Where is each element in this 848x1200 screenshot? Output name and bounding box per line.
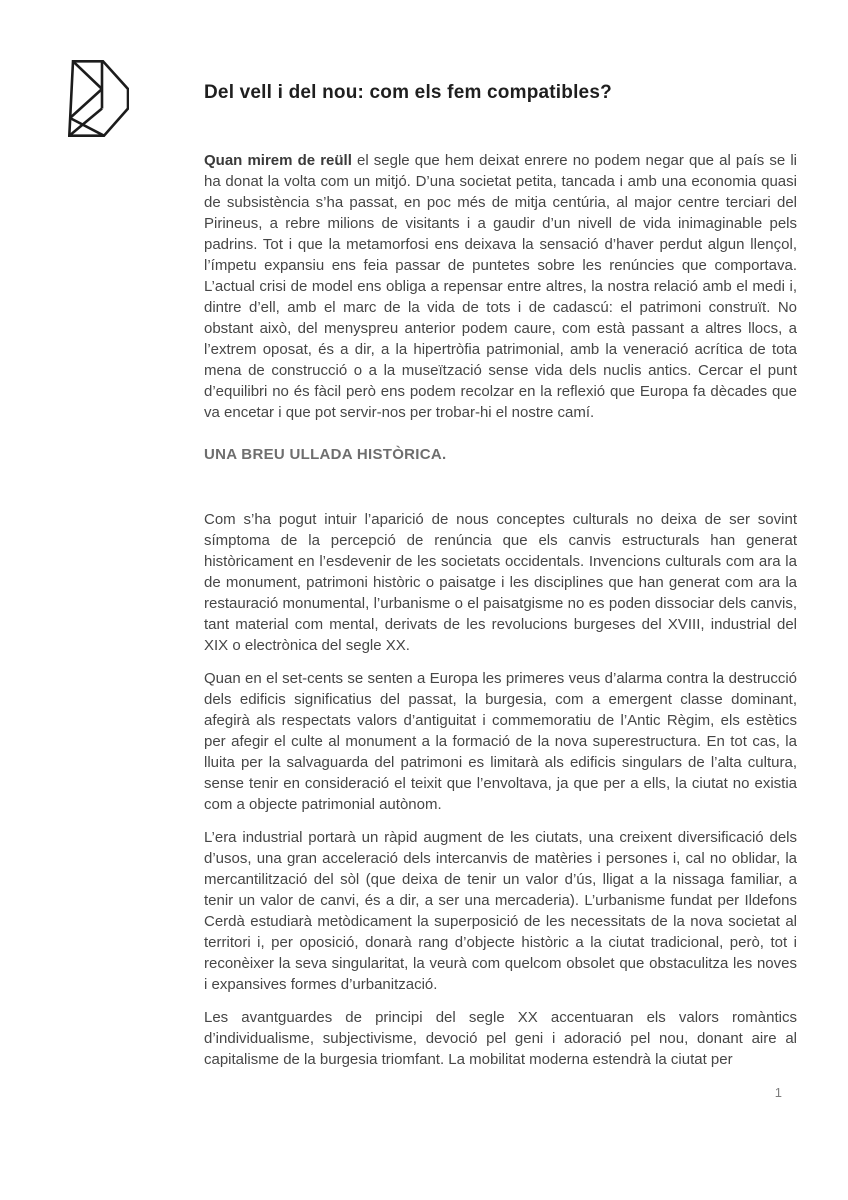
section-heading: UNA BREU ULLADA HISTÒRICA. — [204, 446, 447, 463]
section-paragraph: Com s’ha pogut intuir l’aparició de nous conceptes culturals no deixa de ser sovint símptoma de la percepció de renúncia que els canvis estructurals han generat històricament en l’esdevenir de les societats occidentals. Invencions culturals com ara la de monument, patrimoni històric o paisatge i les disciplines que han generat com ara la restauració monumental, l’urbanisme o el paisatgisme no es poden dissociar dels canvis, tant material com mental, derivats de les revolucions burgeses del XVIII, industrial del XIX o electrònica del segle XX. — [204, 511, 797, 654]
intro-lead-text: Quan mirem de reüll — [204, 152, 352, 169]
section-paragraph: Les avantguardes de principi del segle XX accentuaran els valors romàntics d’individualisme, subjectivisme, devoció pel geni i adoració pel nou, donant aire al capitalisme de la burgesia triomfant. La mobilitat moderna estendrà la ciutat per — [204, 1009, 797, 1068]
geometric-d-logo-icon — [68, 60, 129, 137]
section-paragraph: L’era industrial portarà un ràpid augment de les ciutats, una creixent diversificació dels d’usos, una gran acceleració dels intercanvis de matèries i persones i, cal no oblidar, la mercantilització del sòl (que deixa de tenir un valor d’ús, lligat a la nissaga familiar, a tenir un valor de canvi, és a dir, a ser una mercaderia). L’urbanisme fundat per Ildefons Cerdà estudiarà metòdicament la superposició de les necessitats de la nova societat al territori i, per oposició, donarà rang d’objecte històric a la ciutat tradicional, però, tot i reconèixer la seva singularitat, la veurà com quelcom obsolet que obstaculitza les noves i expansives formes d’urbanització. — [204, 829, 797, 993]
article-title: Del vell i del nou: com els fem compatibles? — [204, 82, 612, 103]
publisher-logo — [68, 60, 129, 137]
section-paragraph: Quan en el set-cents se senten a Europa les primeres veus d’alarma contra la destrucció dels edificis significatius del passat, la burgesia, com a emergent classe dominant, afegirà als respectats valors d’antiguitat i commemoratiu de l’Antic Règim, els estètics per afegir el culte al monument a la formació de la nova superestructura. En tot cas, la lluita per la salvaguarda del patrimoni es limitarà als edificis singulars de l’alta cultura, sense tenir en consideració el teixit que l’envoltava, ja que per a ells, la ciutat no existia com a objecte patrimonial autònom. — [204, 670, 797, 813]
intro-body-text: el segle que hem deixat enrere no podem negar que al país se li ha donat la volta com un mitjó. D’una societat petita, tancada i amb una economia quasi de subsistència s’ha passat, en poc més de mitja centúria, al major centre terciari del Pirineus, a rebre milions de visitants i a gaudir d’un nivell de vida inimaginable pels padrins. Tot i que la metamorfosi ens deixava la sensació d’haver perdut algun llençol, l’ímpetu expansiu ens feia passar de puntetes sobre les renúncies que comportava. L’actual crisi de model ens obliga a repensar entre altres, la nostra relació amb el medi i, dintre d’ell, amb el marc de la vida de tots i de cadascú: el patrimoni construït. No obstant això, del menyspreu anterior podem caure, com està passant a altres llocs, a l’extrem oposat, és a dir, a la hipertròfia patrimonial, amb la veneració acrítica de tota mena de construcció o a la museïtzació sense vida dels nuclis antics. Cercar el punt d’equilibri no és fàcil però ens podem recolzar en la reflexió que Europa fa dècades que va encetar i que pot servir-nos per trobar-hi el nostre camí. — [204, 152, 797, 421]
page-number: 1 — [774, 1085, 782, 1100]
intro-paragraph — [204, 150, 797, 423]
article-content — [204, 0, 797, 1070]
